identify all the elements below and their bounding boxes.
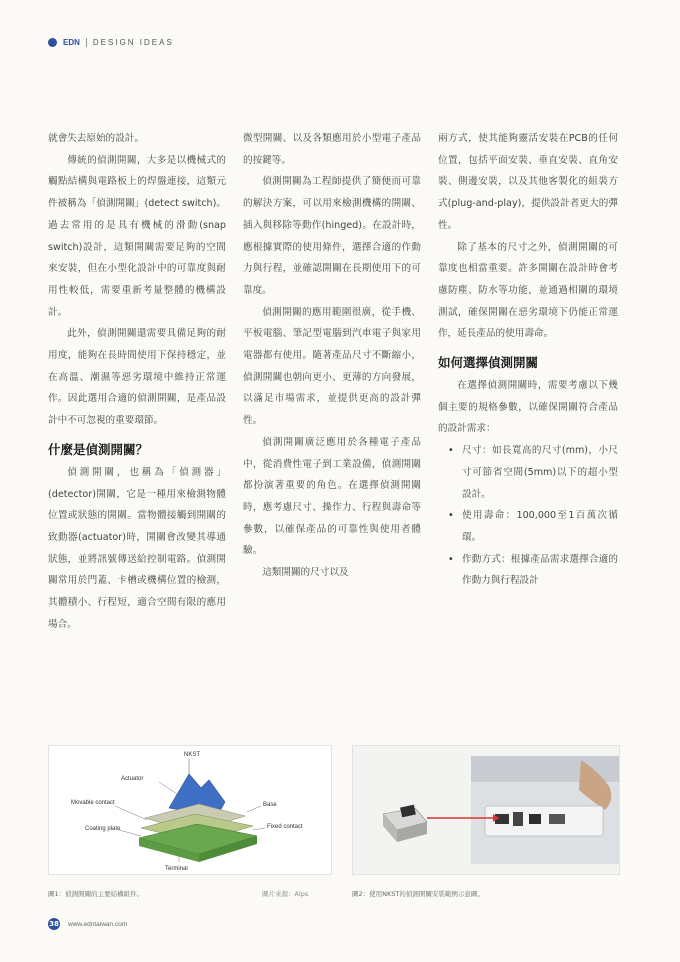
list-item: • 作動方式：根據產品需求選擇合適的作動力與行程設計	[448, 549, 618, 592]
paragraph: 微型開關、以及各類應用於小型電子產品的按鍵等。	[243, 133, 421, 166]
paragraph: 偵測開關為工程師提供了簡便而可靠的解決方案，可以用來檢測機構的開關、插入與移除等動作(hinged)。在設計時，應根據實際的使用條件，選擇合適的作動力與行程，並確認開關在長期使用下的可靠度。	[243, 176, 421, 296]
section-heading: 什麼是偵測開關？	[48, 441, 149, 457]
label-movable-contact: Movable contact	[71, 800, 115, 806]
section-heading: 如何選擇偵測開關	[438, 355, 539, 371]
column-1	[48, 128, 226, 635]
magazine-logo-icon	[48, 38, 57, 47]
page-footer	[48, 918, 127, 930]
paragraph: 偵測開關，也稱為「偵測器」(detector)開關，它是一種用來檢測物體位置或狀態的開關。當物體接觸到開關的致動器(actuator)時，開關會改變其導通狀態，並將訊號傳送給控制電路。偵測開關常用於門蓋、卡槽或機構位置的檢測，其體積小、行程短，適合空間有限的應用場合。	[48, 466, 226, 630]
section-title: DESIGN IDEAS	[92, 38, 174, 47]
paragraph: 偵測開關廣泛應用於各種電子產品中，從消費性電子到工業設備，偵測開關都扮演著重要的角色。在選擇偵測開關時，應考慮尺寸、操作力、行程與壽命等參數，以確保產品的可靠性與使用者體驗。	[243, 436, 421, 557]
label-terminal: Terminal	[165, 866, 188, 872]
page-number: 38	[49, 920, 59, 928]
paragraph: 除了基本的尺寸之外，偵測開關的可靠度也相當重要。許多開關在設計時會考慮防塵、防水等功能，並通過相關的環境測試，確保開關在惡劣環境下仍能正常運作，延長產品的使用壽命。	[438, 241, 618, 340]
page-header	[48, 38, 174, 47]
figure-switch-photo	[352, 745, 620, 875]
spec-list	[438, 440, 618, 592]
paragraph: 在選擇偵測開關時，需要考慮以下幾個主要的規格參數，以確保開關符合產品的設計需求：	[438, 380, 618, 435]
figure-1-caption: 圖1：偵測開關的主要結構組件。	[48, 890, 144, 898]
paragraph: 這類開關的尺寸以及	[262, 567, 349, 579]
column-2	[243, 128, 421, 584]
list-item: • 尺寸：如長寬高的尺寸(mm)，小尺寸可節省空間(5mm)以下的超小型設計。	[448, 440, 618, 505]
label-actuator: Actuator	[121, 776, 144, 782]
figure-1-credit: 圖片來源：Alps	[262, 890, 309, 898]
label-fixed-contact: Fixed contact	[267, 824, 303, 830]
label-base: Base	[263, 802, 277, 808]
figure-2-caption: 圖2：使用NKST的偵測開關安裝範例示意圖。	[352, 890, 484, 898]
list-item: • 使用壽命：100,000至1百萬次循環。	[448, 505, 618, 548]
paragraph: 此外，偵測開關還需要具備足夠的耐用度，能夠在長時間使用下保持穩定，並在高溫、潮濕等惡劣環境中維持正常運作。因此選用合適的偵測開關，是產品設計中不可忽視的重要環節。	[48, 328, 226, 427]
website-url: www.edntaiwan.com	[68, 920, 128, 928]
figure-title: NKST	[184, 752, 201, 758]
column-3	[438, 128, 618, 592]
switch-mounting-photo	[353, 746, 619, 874]
header-divider	[86, 38, 87, 47]
figure-switch-structure	[48, 745, 332, 875]
paragraph: 就會失去原始的設計。	[48, 133, 144, 144]
magazine-logo-text: EDN	[63, 38, 80, 47]
paragraph: 兩方式，使其能夠靈活安裝在PCB的任何位置，包括平面安裝、垂直安裝、直角安裝、側邊安裝，以及其他客製化的組裝方式(plug-and-play)，提供設計者更大的彈性。	[438, 133, 618, 231]
label-coating-plate: Coating plate	[85, 826, 121, 832]
switch-exploded-diagram	[49, 746, 331, 874]
paragraph: 偵測開關的應用範圍很廣，從手機、平板電腦、筆記型電腦到汽車電子與家用電器都有使用。隨著產品尺寸不斷縮小，偵測開關也朝向更小、更薄的方向發展，以滿足市場需求，並提供更高的設計彈性。	[243, 306, 421, 427]
paragraph: 傳統的偵測開關，大多是以機械式的觸點結構與電路板上的焊盤連接，這類元件被稱為「偵測開關」(detect switch)。過去常用的是具有機械的滑動(snap switch)設計，這類開關需要足夠的空間來安裝，但在小型化設計中的可靠度與耐用性較低，需要重新考量整體的機構設計。	[48, 154, 226, 318]
